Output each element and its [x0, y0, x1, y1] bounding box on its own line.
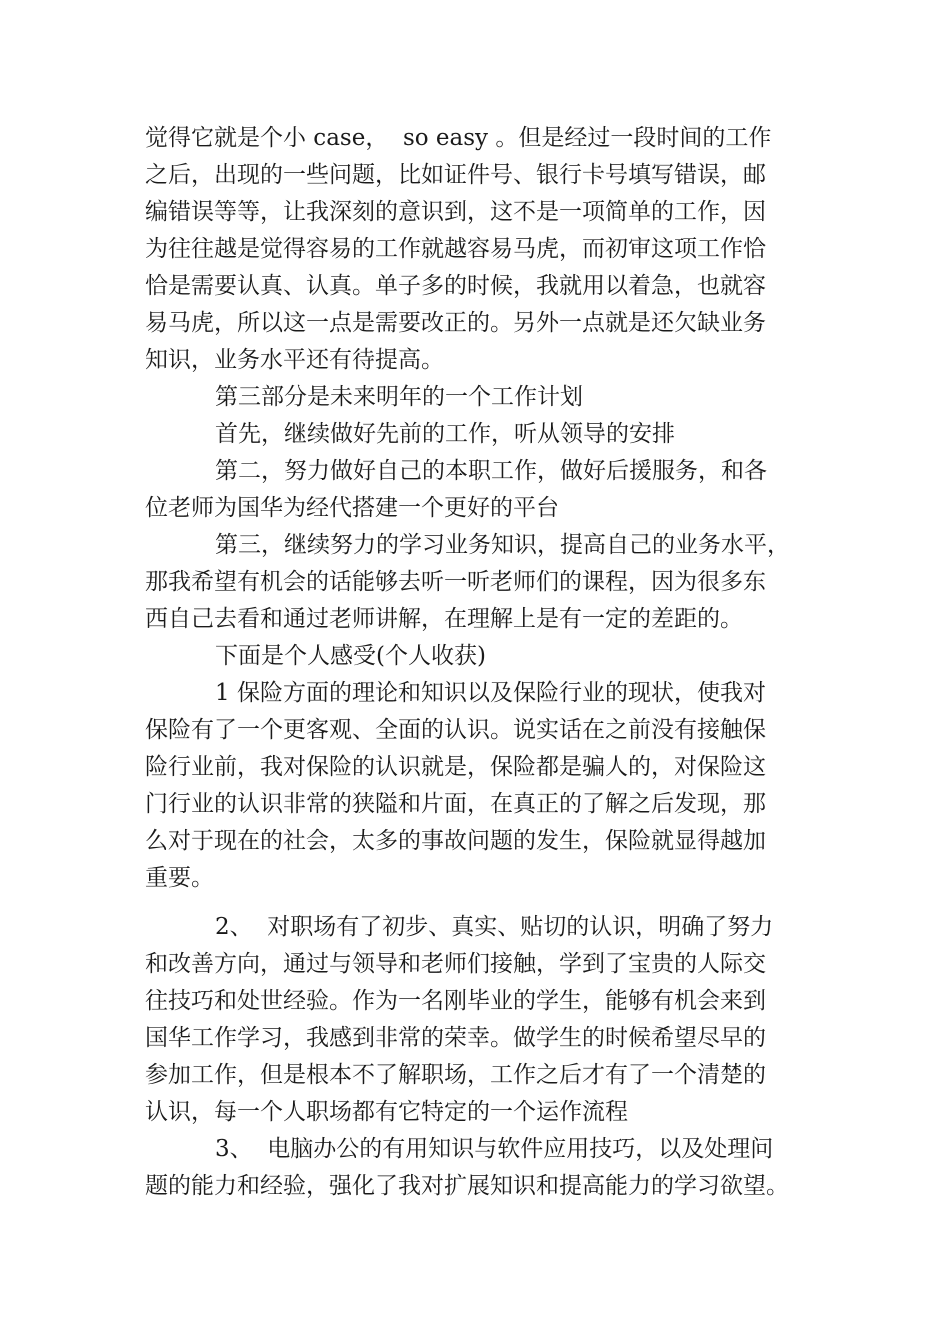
text-line: 认识，每一个人职场都有它特定的一个运作流程 — [145, 1099, 628, 1125]
text-line: 觉得它就是个小 case， so easy 。但是经过一段时间的工作 — [145, 125, 772, 151]
text-line: 和改善方向，通过与领导和老师们接触，学到了宝贵的人际交 — [145, 951, 766, 977]
text-line: 门行业的认识非常的狭隘和片面，在真正的了解之后发现，那 — [145, 791, 766, 817]
text-line: 3、 电脑办公的有用知识与软件应用技巧，以及处理问 — [215, 1136, 774, 1162]
text-line: 1 保险方面的理论和知识以及保险行业的现状，使我对 — [215, 680, 766, 706]
section-heading: 第三部分是未来明年的一个工作计划 — [215, 384, 583, 410]
text-line: 第三，继续努力的学习业务知识，提高自己的业务水平， — [215, 532, 790, 558]
text-line: 重要。 — [145, 865, 214, 891]
text-line: 第二，努力做好自己的本职工作，做好后援服务，和各 — [215, 458, 767, 484]
text-line: 题的能力和经验，强化了我对扩展知识和提高能力的学习欲望。 — [145, 1173, 789, 1199]
document-body — [145, 120, 805, 1205]
text-line: 为往往越是觉得容易的工作就越容易马虎，而初审这项工作恰 — [145, 236, 766, 262]
text-line: 那我希望有机会的话能够去听一听老师们的课程，因为很多东 — [145, 569, 766, 595]
text-line: 首先，继续做好先前的工作，听从领导的安排 — [215, 421, 675, 447]
text-line: 易马虎，所以这一点是需要改正的。另外一点就是还欠缺业务 — [145, 310, 766, 336]
text-line: 往技巧和处世经验。作为一名刚毕业的学生，能够有机会来到 — [145, 988, 766, 1014]
text-line: 之后，出现的一些问题，比如证件号、银行卡号填写错误，邮 — [145, 162, 766, 188]
text-line: 位老师为国华为经代搭建一个更好的平台 — [145, 495, 559, 521]
text-line: 么对于现在的社会，太多的事故问题的发生，保险就显得越加 — [145, 828, 766, 854]
paragraph-gap — [145, 897, 805, 909]
text-line: 知识，业务水平还有待提高。 — [145, 347, 444, 373]
text-line: 西自己去看和通过老师讲解，在理解上是有一定的差距的。 — [145, 606, 743, 632]
text-line: 2、 对职场有了初步、真实、贴切的认识，明确了努力 — [215, 914, 774, 940]
section-heading: 下面是个人感受(个人收获) — [215, 643, 486, 669]
text-line: 编错误等等，让我深刻的意识到，这不是一项简单的工作，因 — [145, 199, 766, 225]
text-line: 恰是需要认真、认真。单子多的时候，我就用以着急，也就容 — [145, 273, 766, 299]
text-line: 国华工作学习，我感到非常的荣幸。做学生的时候希望尽早的 — [145, 1025, 766, 1051]
text-line: 参加工作，但是根本不了解职场，工作之后才有了一个清楚的 — [145, 1062, 766, 1088]
text-line: 险行业前，我对保险的认识就是，保险都是骗人的，对保险这 — [145, 754, 766, 780]
text-line: 保险有了一个更客观、全面的认识。说实话在之前没有接触保 — [145, 717, 766, 743]
